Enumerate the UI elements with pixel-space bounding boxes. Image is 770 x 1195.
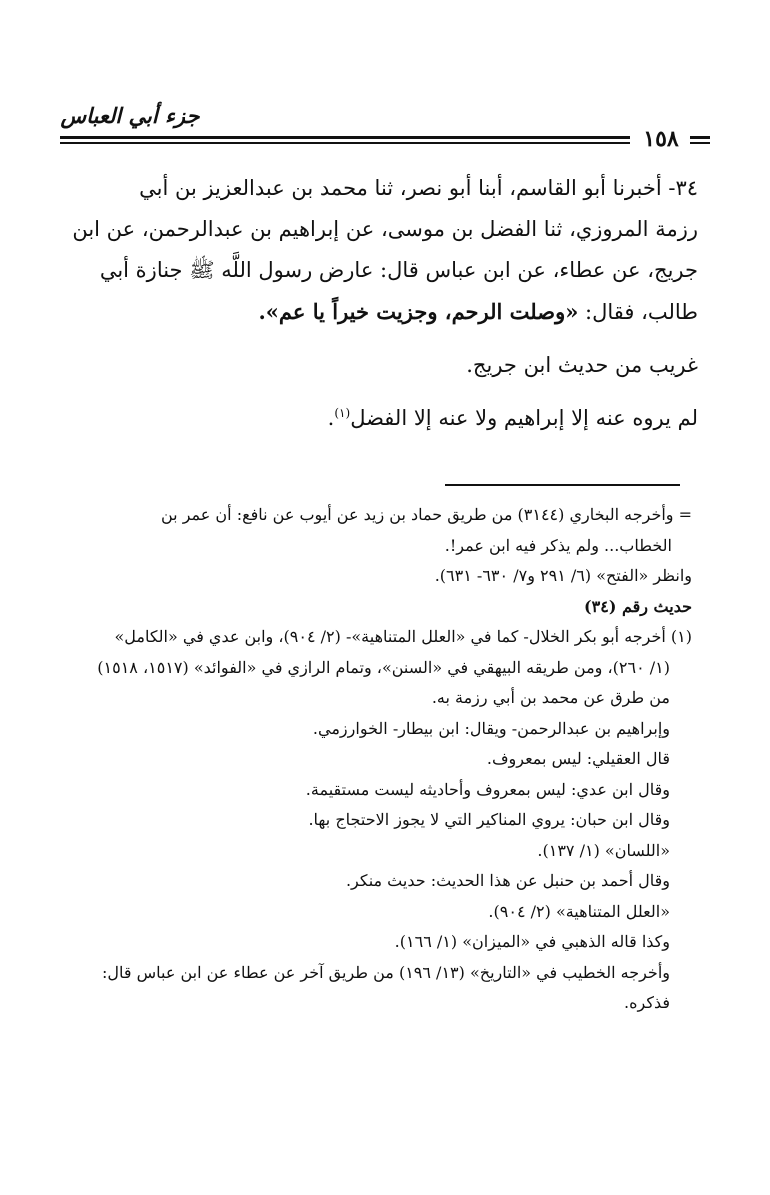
narration-note-text: لم يروه عنه إلا إبراهيم ولا عنه إلا الفضل <box>350 406 698 430</box>
footnotes-section <box>66 500 692 1019</box>
header-rule-thick <box>60 136 630 139</box>
footnote-line: = وأخرجه البخاري (٣١٤٤) من طريق حماد بن زيد عن أيوب عن نافع: أن عمر بن <box>161 505 692 524</box>
running-header-title: جزء أبي العباس <box>60 103 200 128</box>
footnote-line: وقال أحمد بن حنبل عن هذا الحديث: حديث منكر. <box>345 871 670 890</box>
footnote-line: قال العقيلي: ليس بمعروف. <box>486 749 670 768</box>
hadith-line-prefix: طالب، فقال: <box>578 300 698 324</box>
footnote-line: الخطاب... ولم يذكر فيه ابن عمر!. <box>444 535 672 555</box>
header-rule-thin <box>60 142 630 144</box>
footnote-line: وإبراهيم بن عبدالرحمن- ويقال: ابن بيطار- الخوارزمي. <box>312 718 670 738</box>
hadith-line: ٣٤- أخبرنا أبو القاسم، أبنا أبو نصر، ثنا محمد بن عبدالعزيز بن أبي <box>139 176 698 200</box>
narration-note-end: . <box>327 406 335 430</box>
footnote-line: (١/ ٢٦٠)، ومن طريقه البيهقي في «السنن»، وتمام الرازي في «الفوائد» (١٥١٧، ١٥١٨) <box>97 657 670 677</box>
page-number-rule-thin <box>690 142 710 144</box>
footnote-line: وقال ابن حبان: يروي المناكير التي لا يجوز الاحتجاج بها. <box>308 810 670 829</box>
page-number-rule-thick <box>690 136 710 139</box>
footnote-heading: حديث رقم (٣٤) <box>584 596 692 616</box>
footnote-separator <box>445 484 680 486</box>
footnote-line: (١) أخرجه أبو بكر الخلال- كما في «العلل المتناهية»- (٢/ ٩٠٤)، وابن عدي في «الكامل» <box>114 627 692 646</box>
hadith-line: رزمة المروزي، ثنا الفضل بن موسى، عن إبراهيم بن عبدالرحمن، عن ابن <box>72 217 698 241</box>
footnote-line: وكذا قاله الذهبي في «الميزان» (١/ ١٦٦). <box>394 932 670 951</box>
footnote-line: من طرق عن محمد بن أبي رزمة به. <box>431 688 670 707</box>
footnote-line: «اللسان» (١/ ١٣٧). <box>537 840 670 860</box>
narration-note <box>66 393 698 438</box>
footnote-line: وانظر «الفتح» (٦/ ٢٩١ و٧/ ٦٣٠- ٦٣١). <box>434 566 692 585</box>
hadith-body <box>66 168 698 438</box>
hadith-line-last <box>66 291 698 333</box>
footnote-line: «العلل المتناهية» (٢/ ٩٠٤). <box>488 901 670 921</box>
hadith-quote: «وصلت الرحم، وجزيت خيراً يا عم». <box>258 299 579 324</box>
footnote-line: وقال ابن عدي: ليس بمعروف وأحاديثه ليست مستقيمة. <box>305 779 670 799</box>
footnote-line: وأخرجه الخطيب في «التاريخ» (١٣/ ١٩٦) من طريق آخر عن عطاء عن ابن عباس قال: <box>101 962 670 982</box>
hadith-line: جريج، عن عطاء، عن ابن عباس قال: عارض رسول اللَّه ﷺ جنازة أبي <box>99 258 698 282</box>
footnote-marker: (١) <box>334 406 351 420</box>
page-number: ١٥٨ <box>632 126 690 152</box>
footnote-line: فذكره. <box>624 993 670 1012</box>
grading-note: غريب من حديث ابن جريج. <box>466 353 698 377</box>
